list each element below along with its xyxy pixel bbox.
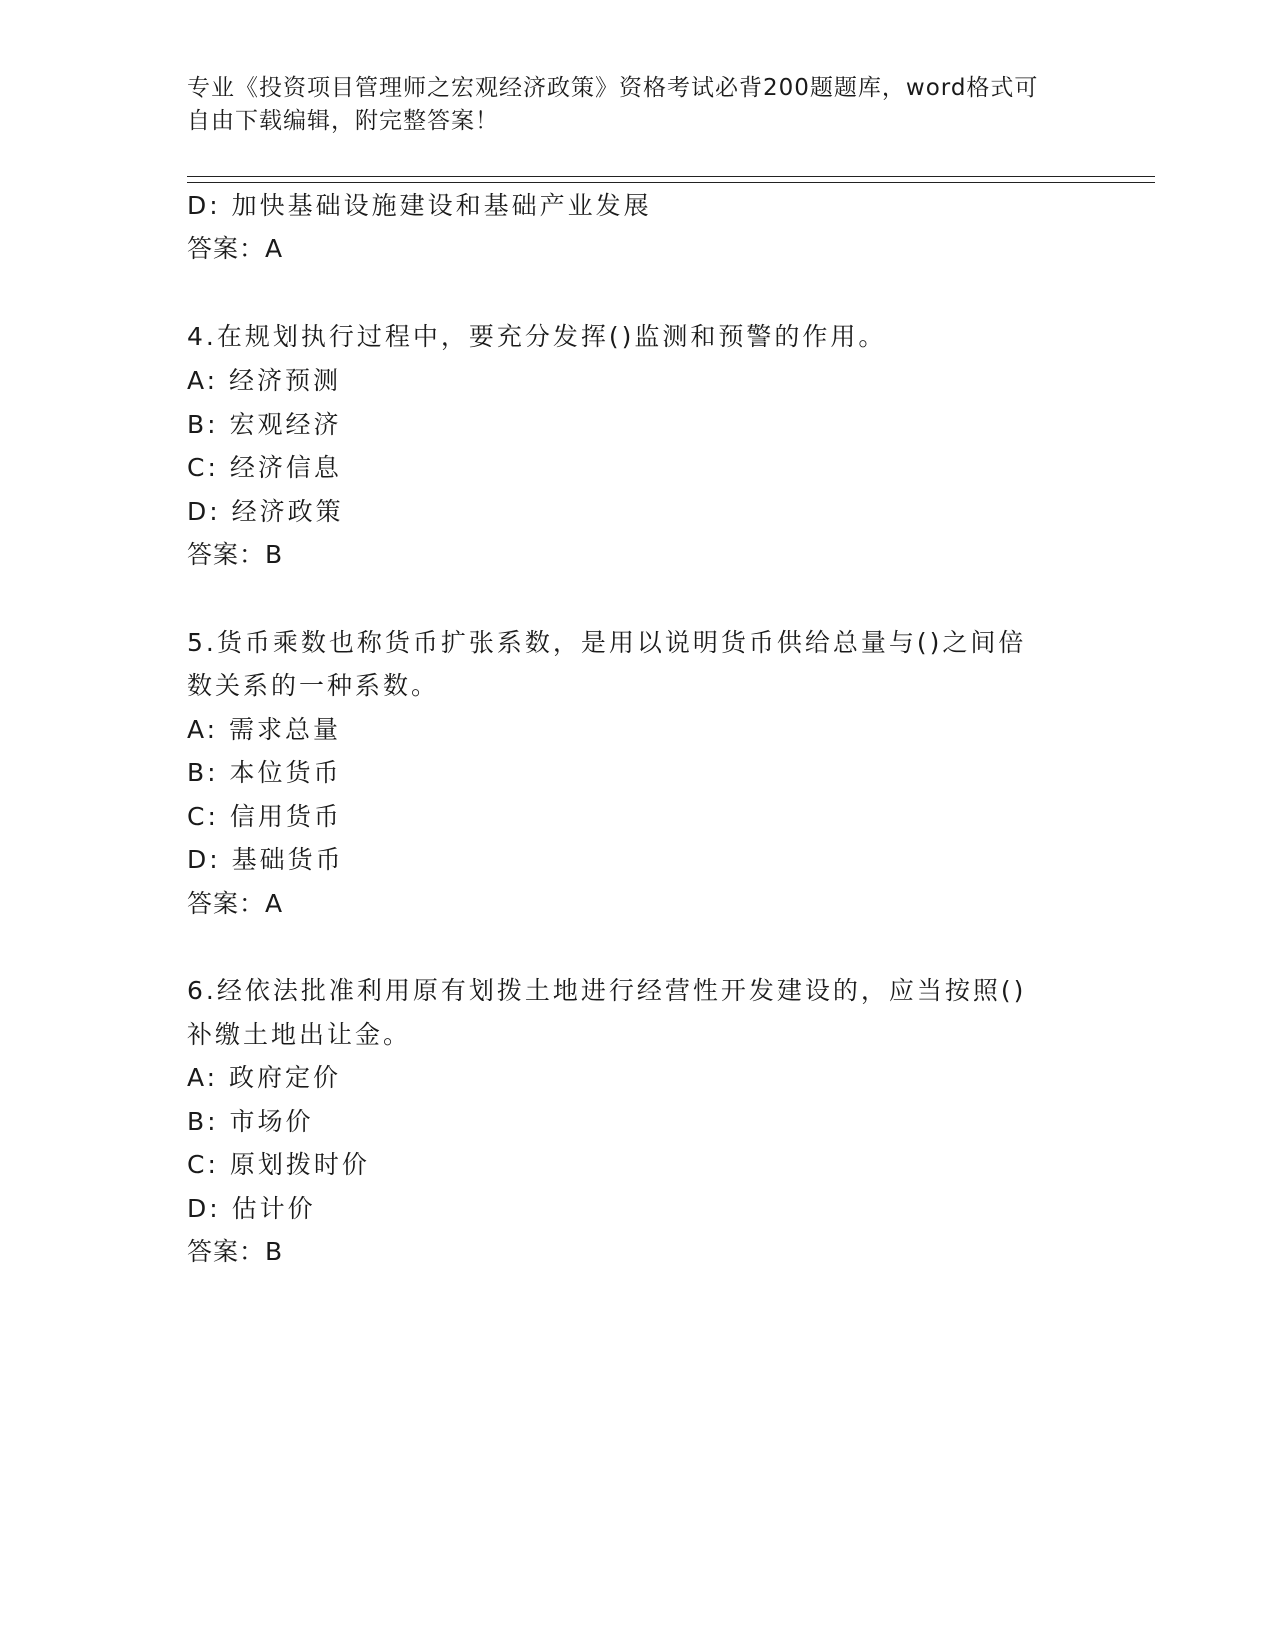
header-divider-bottom — [187, 182, 1155, 183]
question-6-option-b: B: 市场价 — [187, 1107, 314, 1136]
prev-option-d: D: 加快基础设施建设和基础产业发展 — [187, 191, 652, 220]
question-6-option-c: C: 原划拨时价 — [187, 1150, 370, 1179]
question-4-answer: 答案：B — [187, 540, 284, 569]
question-5-option-d: D: 基础货币 — [187, 845, 344, 874]
question-6-stem-line-2: 补缴土地出让金。 — [187, 1020, 412, 1049]
header-line-2: 自由下载编辑，附完整答案！ — [187, 108, 499, 134]
question-6-option-a: A: 政府定价 — [187, 1063, 342, 1092]
question-6-answer: 答案：B — [187, 1237, 284, 1266]
prev-answer: 答案：A — [187, 234, 284, 263]
question-4-option-a: A: 经济预测 — [187, 366, 342, 395]
question-4-option-c: C: 经济信息 — [187, 453, 342, 482]
question-5-option-b: B: 本位货币 — [187, 758, 342, 787]
question-5-option-c: C: 信用货币 — [187, 802, 342, 831]
question-5-answer: 答案：A — [187, 889, 284, 918]
question-5-stem-line-1: 5.货币乘数也称货币扩张系数，是用以说明货币供给总量与()之间倍 — [187, 628, 1027, 657]
question-6-option-d: D: 估计价 — [187, 1194, 316, 1223]
question-4-option-b: B: 宏观经济 — [187, 410, 342, 439]
question-6-stem-line-1: 6.经依法批准利用原有划拨土地进行经营性开发建设的，应当按照() — [187, 976, 1027, 1005]
header-line-1: 专业《投资项目管理师之宏观经济政策》资格考试必背200题题库，word格式可 — [187, 75, 1039, 101]
question-5-stem-line-2: 数关系的一种系数。 — [187, 671, 440, 700]
question-4-option-d: D: 经济政策 — [187, 497, 344, 526]
document-header — [187, 72, 1067, 138]
header-divider-top — [187, 176, 1155, 177]
question-5-option-a: A: 需求总量 — [187, 715, 342, 744]
question-4-stem: 4.在规划执行过程中，要充分发挥()监测和预警的作用。 — [187, 322, 887, 351]
